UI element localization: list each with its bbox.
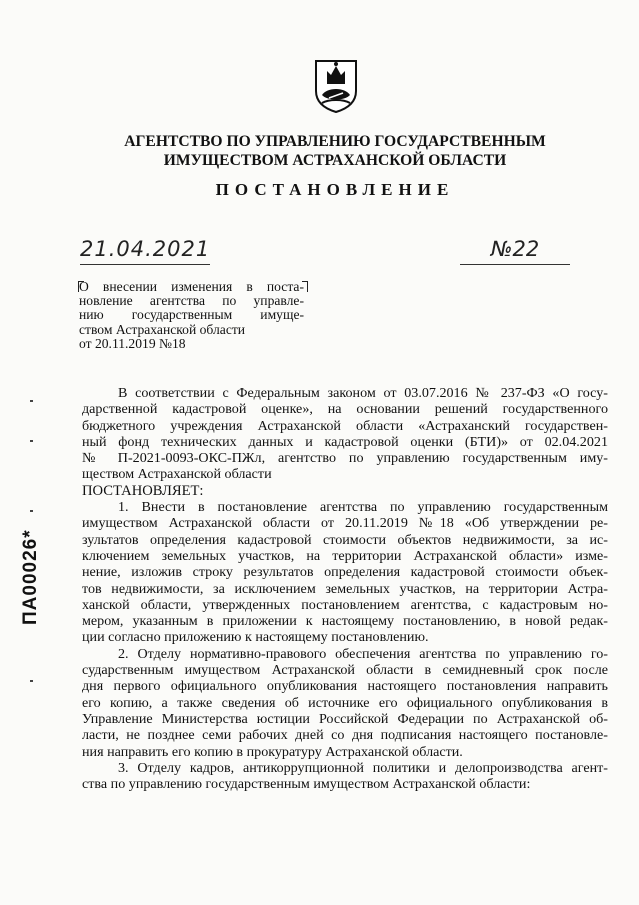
body-line: № П-2021-0093-ОКС-ПЖл, агентство по управлению государственным иму- — [82, 450, 608, 467]
body-line: Управление Министерства юстиции Российской Федерации по Астраханской об- — [82, 710, 608, 727]
body-line: зультатов определения кадастровой стоимости объектов недвижимости, за ис- — [82, 531, 608, 548]
agency-name-line-2: ИМУЩЕСТВОМ АСТРАХАНСКОЙ ОБЛАСТИ — [163, 152, 507, 169]
body-line: нение, изложив строку результатов определения кадастровой стоимости объек- — [82, 564, 608, 581]
body-line: ханской области, утвержденных постановлением агентства, с кадастровым но- — [82, 596, 608, 613]
body-line: ществом Астраханской области — [82, 466, 272, 483]
subject-line: ством Астраханской области — [79, 321, 246, 337]
body-line: тов недвижимости, за исключением земельных участков, на территории Астра- — [82, 580, 608, 597]
body-line: В соответствии с Федеральным законом от 03.07.2016 № 237-ФЗ «О госу- — [118, 385, 608, 401]
subject-line: нию государственным имуще- — [79, 307, 304, 323]
handwritten-date: 21.04.2021 — [80, 238, 210, 265]
handwritten-number: №22 — [460, 238, 570, 265]
resolves-heading: ПОСТАНОВЛЯЕТ: — [82, 482, 204, 499]
body-line: дарственной кадастровой оценке», на основании решений государственного — [82, 401, 608, 418]
margin-marks — [30, 400, 34, 700]
body-line: 1. Внести в постановление агентства по управлению государственным — [118, 499, 608, 516]
body-line: ключением земельных участков, на территории Астраханской области» изме- — [82, 547, 608, 564]
body-line: имуществом Астраханской области от 20.11.2019 №18 «Об утверждении ре- — [82, 515, 608, 532]
body-line: 2. Отделу нормативно-правового обеспечения агентства по управлению го- — [118, 645, 608, 662]
body-line: дня первого официального опубликования настоящего постановления направить — [82, 678, 608, 695]
subject-line: от 20.11.2019 №18 — [79, 335, 186, 351]
body-line: ства по управлению государственным имуществом Астраханской области: — [82, 776, 531, 793]
body-line: ния направить его копию в прокуратуру Астраханской области. — [82, 743, 463, 760]
body-line: бюджетного учреждения Астраханской области «Астраханский государствен- — [82, 417, 608, 434]
subject-line: О внесении изменения в поста- — [79, 279, 304, 294]
coat-of-arms-icon — [313, 55, 359, 113]
body-line: ласти, не позднее семи рабочих дней со дня подписания настоящего постановле- — [82, 727, 608, 744]
agency-name-line-1: АГЕНТСТВО ПО УПРАВЛЕНИЮ ГОСУДАРСТВЕННЫМ — [124, 133, 546, 150]
body-line: ный фонд технических данных и кадастровой оценки (БТИ)» от 02.04.2021 — [82, 433, 608, 450]
body-line: сударственным имуществом Астраханской области в семидневный срок после — [82, 662, 608, 679]
body-text — [82, 385, 608, 792]
body-line: мером, указанным в приложении к настоящему постановлению, в новой редак- — [82, 613, 608, 630]
subject-line: новление агентства по управле- — [79, 293, 304, 309]
document-type-heading: ПОСТАНОВЛЕНИЕ — [215, 180, 455, 199]
body-line: 3. Отделу кадров, антикоррупционной политики и делопроизводства агент- — [118, 759, 608, 776]
body-line: его копию, а также сведения об источнике его официального опубликования в — [82, 694, 608, 711]
agency-name — [60, 132, 610, 170]
registration-stamp: ПА00026* — [20, 529, 41, 625]
body-line: ции согласно приложению к настоящему постановлению. — [82, 629, 429, 646]
subject-block — [79, 280, 304, 351]
